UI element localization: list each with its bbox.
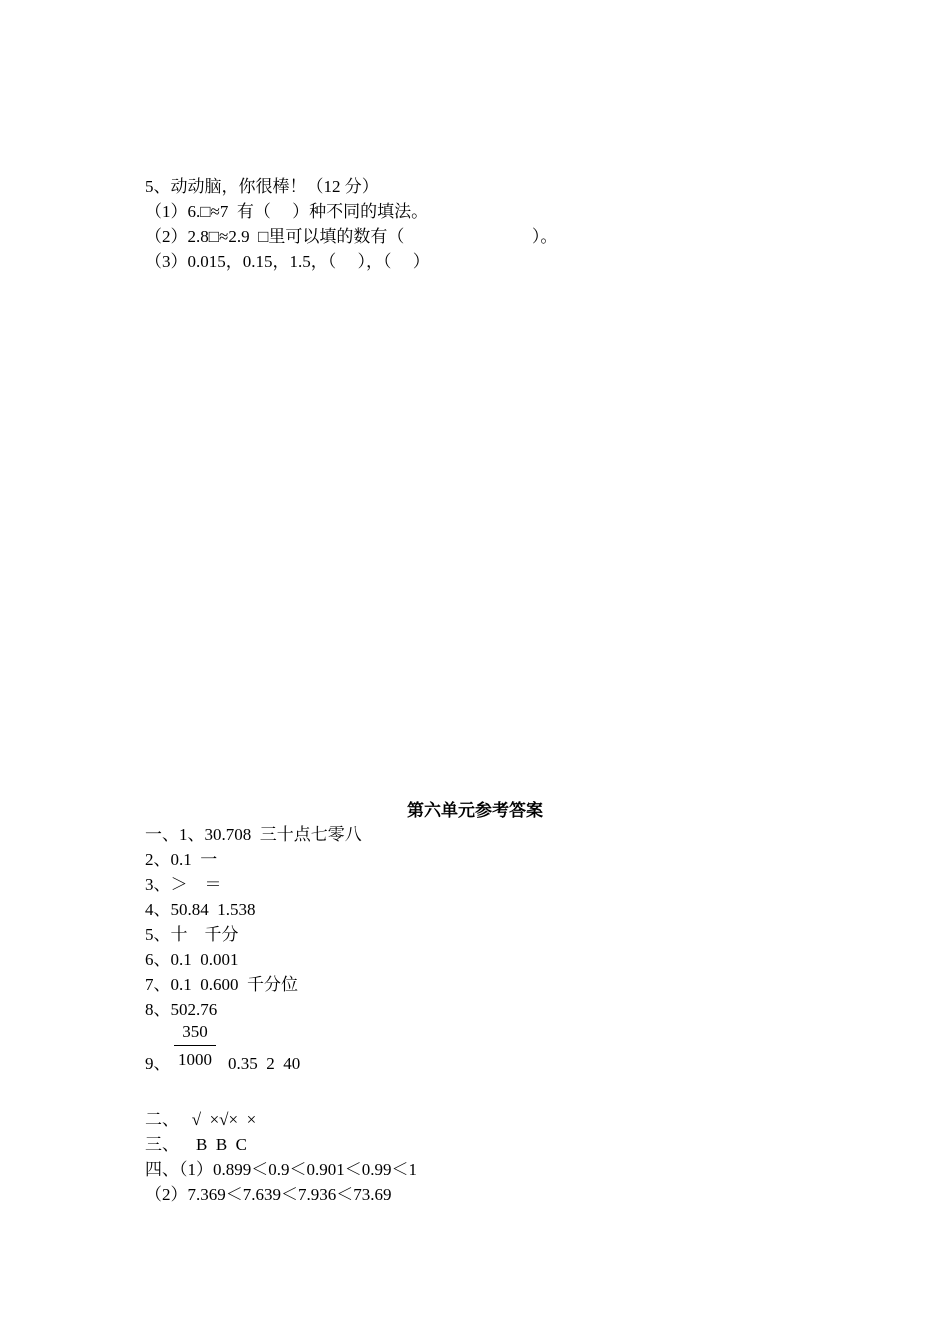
fraction-numerator: 350 [182,1022,208,1041]
answer-1-7: 7、0.1 0.600 千分位 [145,975,298,994]
fraction-bar [174,1045,216,1046]
answer-1-4: 4、50.84 1.538 [145,900,256,919]
answer-4-1: 四、（1）0.899＜0.9＜0.901＜0.99＜1 [145,1160,417,1179]
answer-1-5: 5、十 千分 [145,925,239,944]
answer-4-2: （2）7.369＜7.639＜7.936＜73.69 [145,1185,392,1204]
answer-1-3: 3、＞ ＝ [145,875,222,894]
question-5-part-3: （3）0.015，0.15，1.5，（ ），（ ） [145,252,430,271]
question-5-part-2: （2）2.8□≈2.9 □里可以填的数有（ ）。 [145,227,558,246]
answer-1-1: 一、1、30.708 三十点七零八 [145,825,362,844]
answer-1-2: 2、0.1 一 [145,850,218,869]
question-5-title: 5、动动脑，你很棒！（12 分） [145,177,379,196]
answer-1-9-rest: 0.35 2 40 [228,1054,301,1073]
answer-1-6: 6、0.1 0.001 [145,950,239,969]
answers-title: 第六单元参考答案 [407,801,543,820]
answer-1-8: 8、502.76 [145,1000,218,1019]
answer-2: 二、 √ ×√× × [145,1110,257,1129]
question-5-part-1: （1）6.□≈7 有（ ）种不同的填法。 [145,202,429,221]
answer-3: 三、 B B C [145,1135,248,1154]
fraction-denominator: 1000 [178,1050,212,1069]
answer-1-9-fraction [174,1021,216,1071]
answer-1-9-prefix: 9、 [145,1054,171,1073]
